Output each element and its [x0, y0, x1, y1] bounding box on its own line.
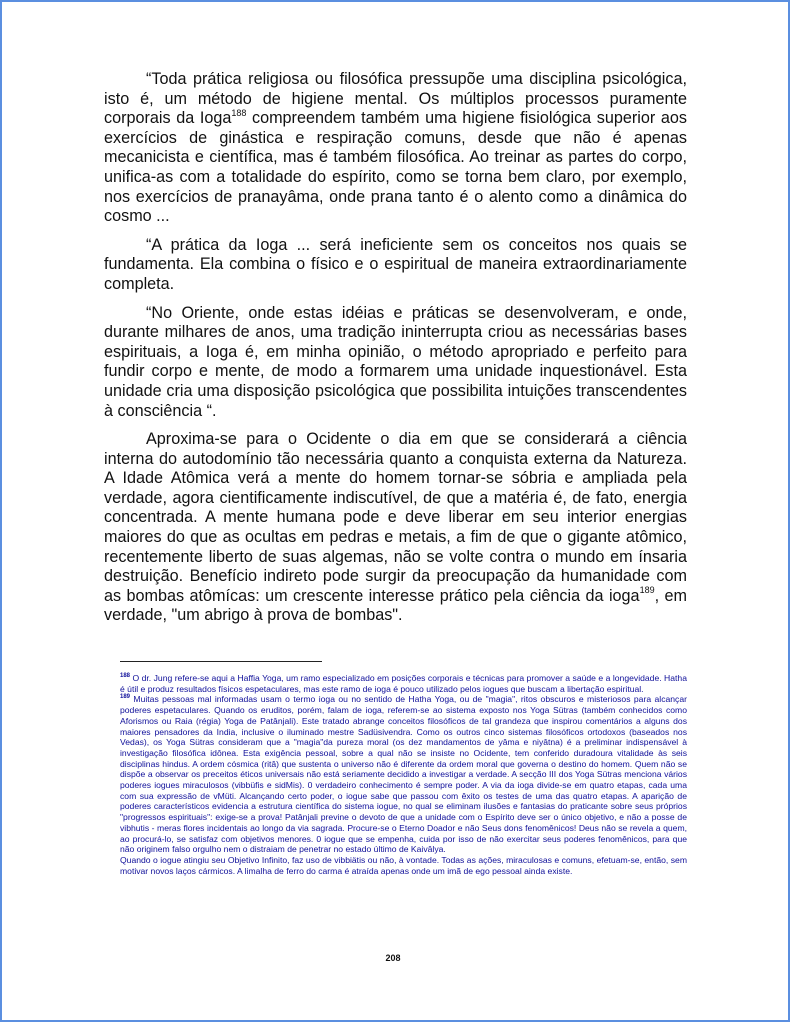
paragraph-4: [104, 430, 687, 626]
footnote-189-continued: [120, 855, 687, 876]
footnote-189: [120, 694, 687, 855]
footnote-text: Muitas pessoas mal informadas usam o termo ioga ou no sentido de Hatha Yoga, ou de "magia", ritos obscuros e misteriosos para alcançar poderes espetaculares. Quando os eruditos, porém, falam de ioga, referem-se ao sistema exposto nos Yoga Sütras (também conhecidos como Aforismos ou Raia (régia) Yoga de Patânjali). Este tratado abrange conceitos filosóficos de tal grandeza que inspirou comentários a alguns dos maiores pensadores da India, inclusive o iluminado mestre Sadüsivendra. Como os outros cinco sistemas filosóficos ortodoxos (baseados nos Vedas), os Yoga Sütras consideram que a "magia"da pureza moral (os dez mandamentos de yâma e niyâtna) é a preliminar indispensável à investigação filosófica idônea. Esta exigência pessoal, sobre a qual não se insiste no Ocidente, tem conferido duradoura vitalidade às seis disciplinas hindus. A ordem cósmica (ritâ) que sustenta o universo não é diferente da ordem moral que governa o destino do homem. Quem não se dispõe a observar os preceitos éticos universais não está seriamente decidido a investigar a verdade. A secção III dos Yoga Sütras menciona vários poderes iogues miraculosos (vibbüfis e sidMis). 0 verdadeiro conhecimento é sempre poder. A via da ioga divide-se em quatro etapas, cada uma com sua expressão de vMüti. Alcançando certo poder, o iogue sabe que passou com êxito os testes de uma das quatro etapas. A aparição de poderes característicos evidencia a estrutura científica do sistema iogue, no qual se eliminam ilusões e fantasias do praticante sobre seus próprios "progressos espirituais": exige-se a prova! Patânjali previne o devoto de que a unidade com o Espírito deve ser o único objetivo, e não a posse de vibhutis - meras flores incidentais ao longo da via sagrada. Procure-se o Eterno Doador e não Seus dons fenomênicos! Deus não se revela a quem, ao procurá-lo, se satisfaz com objetivos menores. 0 iogue que se empenha, cuida por isso de não exercitar seus poderes fenomênicos, para que não originem falso orgulho nem o distraiam de penetrar no estado último de Kaivâlya.: [120, 694, 687, 855]
footnote-number: 188: [120, 673, 131, 680]
footnote-text: Quando o iogue atingiu seu Objetivo Infinito, faz uso de vibbiätis ou não, à vontade. Todas as ações, miraculosas e comuns, efetuam-se, então, sem motivar novos laços cármicos. A limalha de ferro do carma é atraída apenas onde um imã de ego pessoal ainda existe.: [120, 854, 687, 876]
paragraph-1-text-b: compreendem também uma higiene fisiológica superior aos exercícios de ginástica e respiração comuns, desde que não é apenas mecanicista e científica, mas é também filosófica. Ao treinar as partes do corpo, unifica-as com a totalidade do espírito, como se torna bem claro, por exemplo, nos exercícios de pranayâma, onde prana tanto é o alento como a dinâmica do cosmo ...: [104, 109, 687, 226]
paragraph-1-text-a: “Toda prática religiosa ou filosófica pressupõe uma disciplina psicológica, isto é, um método de higiene mental. Os múltiplos processos puramente corporais da Ioga: [104, 70, 687, 128]
paragraph-2: “A prática da Ioga ... será ineficiente sem os conceitos nos quais se fundamenta. Ela combina o físico e o espiritual de maneira extraordinariamente completa.: [104, 235, 687, 293]
paragraph-3: “No Oriente, onde estas idéias e práticas se desenvolveram, e onde, durante milhares de anos, uma tradição ininterrupta criou as necessárias bases espirituais, a Ioga é, em minha opinião, o método apropriado e perfeito para fundir corpo e mente, de modo a formarem uma unidade inquestionável. Esta unidade cria uma disposição psicológica que possibilita intuições transcendentes à consciência “.: [104, 303, 687, 420]
paragraph-1: [104, 70, 687, 227]
paragraph-4-text-b: , em verdade, "um abrigo à prova de bombas".: [104, 586, 687, 625]
footnote-number: 189: [120, 694, 131, 701]
page-number: 208: [385, 953, 401, 963]
footnotes: [120, 673, 687, 876]
body-text: [104, 70, 687, 635]
footnote-ref-189[interactable]: 189: [639, 585, 655, 596]
footnote-188: [120, 673, 687, 694]
footnote-separator: [120, 661, 322, 662]
footnote-text: O dr. Jung refere-se aqui a Haffia Yoga, um ramo especializado em posições corporais e técnicas para promover a saúde e a longevidade. Hatha é útil e produz resultados físicos espetaculares, mas este ramo de ioga é pouco utilizado pelos iogues que buscam a libertação espiritual.: [120, 673, 687, 694]
paragraph-4-text-a: Aproxima-se para o Ocidente o dia em que se considerará a ciência interna do autodomínio tão necessária quanto a conquista externa da Natureza. A Idade Atômica verá a mente do homem tornar-se sóbria e ampliada pela verdade, agora cientificamente indiscutível, de que a matéria é, de fato, energia concentrada. A mente humana pode e deve liberar em seu interior energias maiores do que as ocultas em pedras e metais, a fim de que o gigante atômico, recentemente liberto de suas algemas, não se volte contra o mundo em ínsaria destruição. Benefício indireto pode surgir da preocupação da humanidade com as bombas atômícas: um crescente interesse prático pela ciência da ioga: [104, 430, 687, 605]
footnote-ref-188[interactable]: 188: [231, 107, 247, 118]
